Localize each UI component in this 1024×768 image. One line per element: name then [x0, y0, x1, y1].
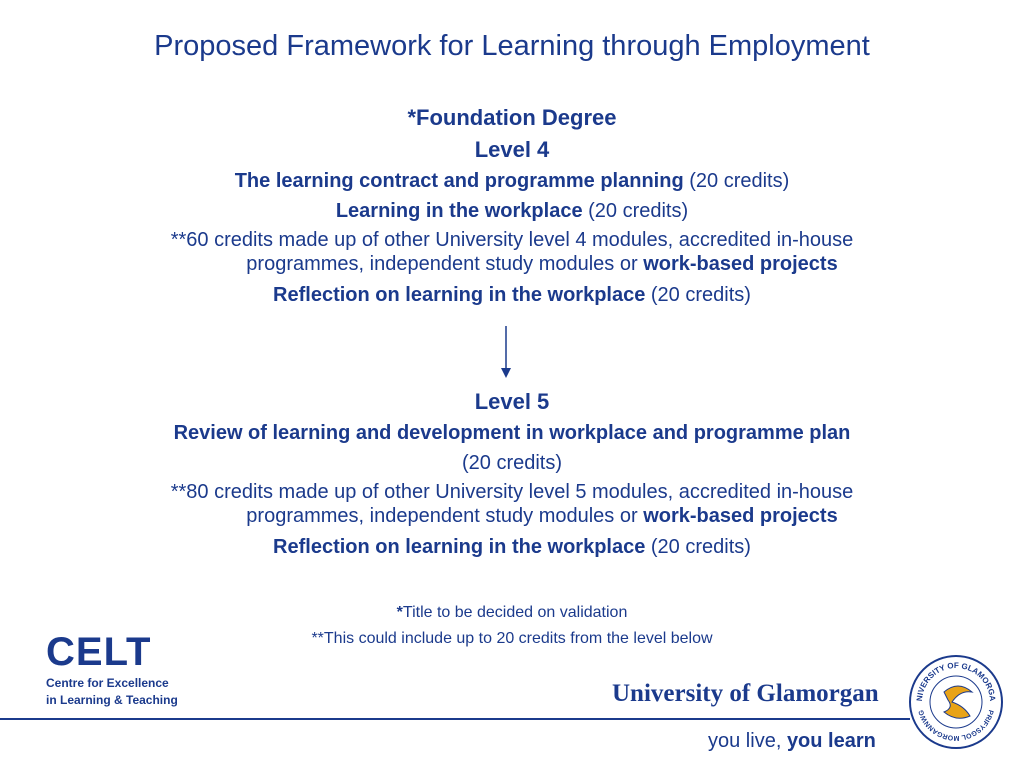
footnote-2: **This could include up to 20 credits from the level below: [311, 630, 713, 647]
level4-item4: [0, 280, 1024, 310]
slide-title: Proposed Framework for Learning through Employment: [154, 30, 870, 62]
university-seal-icon: [906, 652, 1006, 752]
item-line1: **80 credits made up of other University level 5 modules, accredited in-house: [170, 481, 854, 503]
item-credits: (20 credits): [645, 536, 751, 558]
tagline-plain: you live,: [708, 730, 787, 752]
celt-line1: Centre for Excellence: [46, 676, 169, 690]
footnote-1: [0, 600, 1024, 626]
item-credits: (20 credits): [645, 284, 751, 306]
level5-item3: [0, 532, 1024, 562]
celt-logo: [46, 630, 236, 708]
tagline: [708, 730, 876, 753]
footnote-text: Title to be decided on validation: [402, 604, 628, 621]
level5-section: [0, 386, 1024, 562]
svg-text:UNIVERSITY OF GLAMORGAN: NIVERSITY OF GLAMORGA: [914, 660, 998, 702]
university-name: University of Glamorgan: [612, 680, 879, 707]
level4-item1: [0, 166, 1024, 196]
item-line2: [0, 504, 1024, 528]
level4-heading1: *Foundation Degree: [407, 105, 617, 130]
celt-line2: in Learning & Teaching: [46, 693, 178, 707]
item-plain: programmes, independent study modules or: [246, 505, 644, 527]
level4-item2: [0, 196, 1024, 226]
item-bold: work-based projects: [643, 505, 838, 527]
item-plain: programmes, independent study modules or: [246, 253, 644, 275]
celt-wordmark: CELT: [46, 630, 152, 674]
tagline-bold: you learn: [786, 730, 876, 752]
item-bold: The learning contract and programme planning: [234, 170, 684, 192]
level4-heading2: Level 4: [474, 137, 550, 162]
level5-item1-credits: (20 credits): [461, 452, 563, 474]
footer-divider: [0, 718, 910, 720]
item-line2: [0, 252, 1024, 276]
item-bold: Reflection on learning in the workplace: [273, 284, 646, 306]
item-credits: (20 credits): [582, 200, 689, 222]
footnote-star: *: [396, 604, 403, 621]
item-credits: (20 credits): [683, 170, 790, 192]
slide-body: [0, 102, 1024, 310]
item-bold: Reflection on learning in the workplace: [273, 536, 646, 558]
level5-item2: [0, 478, 1024, 532]
level5-heading: Level 5: [474, 389, 550, 414]
level5-item1-title: Review of learning and development in workplace and programme plan: [173, 422, 851, 444]
item-bold: work-based projects: [643, 253, 838, 275]
item-bold: Learning in the workplace: [335, 200, 583, 222]
svg-text:PRIFYSGOL MORGANNWG: PRIFYSGOL MORGANNWG: [917, 708, 995, 742]
down-arrow-icon: [498, 324, 514, 380]
level4-item3: [0, 226, 1024, 280]
item-line1: **60 credits made up of other University level 4 modules, accredited in-house: [170, 229, 854, 251]
